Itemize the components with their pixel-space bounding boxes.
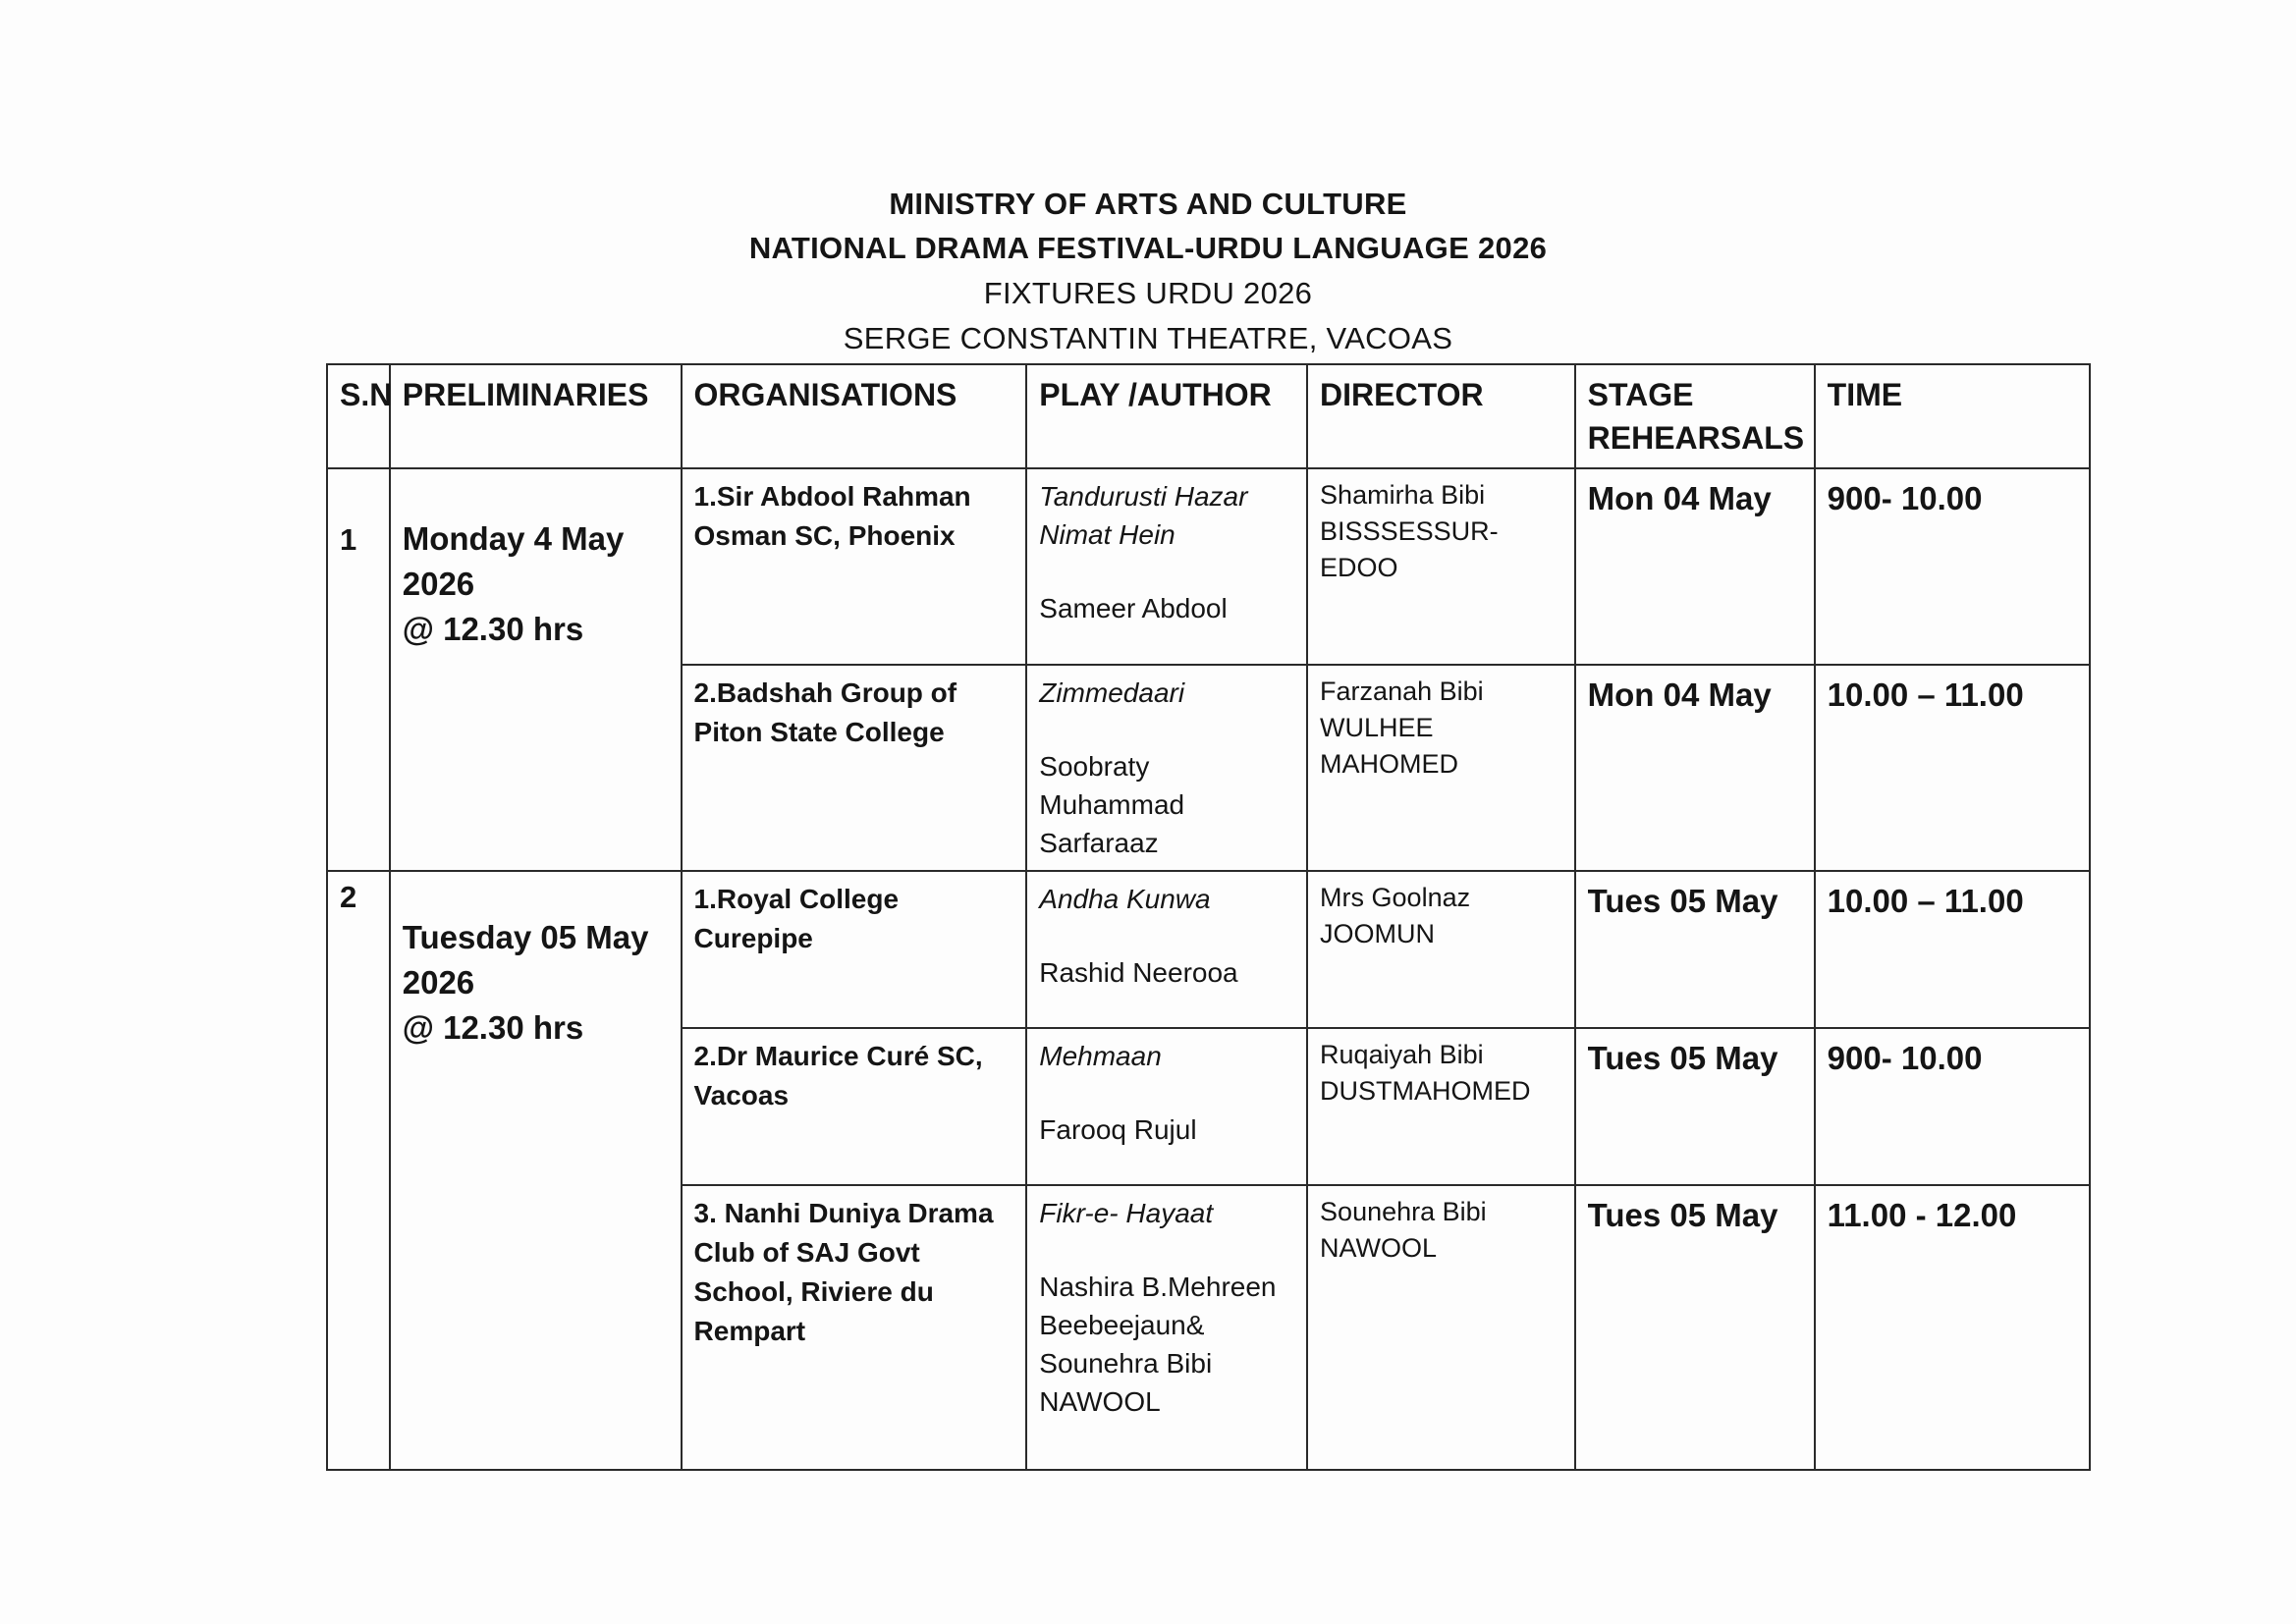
organisation: 1.Royal College Curepipe xyxy=(682,871,1027,1028)
preliminary-date: Monday 4 May 2026 @ 12.30 hrs xyxy=(390,468,682,871)
time-slot: 10.00 – 11.00 xyxy=(1815,665,2090,871)
header-preliminaries: PRELIMINARIES xyxy=(390,364,682,468)
director xyxy=(1307,665,1575,871)
play-author xyxy=(1026,468,1307,665)
stage-rehearsal: Tues 05 May xyxy=(1575,1028,1815,1185)
play-author xyxy=(1026,1185,1307,1470)
header-stage-rehearsals: STAGE REHEARSALS xyxy=(1575,364,1815,468)
director-name: Farzanah Bibi xyxy=(1320,677,1484,706)
time-slot: 900- 10.00 xyxy=(1815,1028,2090,1185)
organisation: 2.Badshah Group of Piton State College xyxy=(682,665,1027,871)
director-surname: NAWOOL xyxy=(1320,1233,1438,1263)
time-slot: 11.00 - 12.00 xyxy=(1815,1185,2090,1470)
play-author xyxy=(1026,1028,1307,1185)
play-title: Andha Kunwa xyxy=(1039,884,1211,914)
director-surname: BISSSESSUR-EDOO xyxy=(1320,516,1499,582)
table-row xyxy=(327,871,2090,1028)
play-author-name: Nashira B.Mehreen Beebeejaun& Sounehra Bibi NAWOOL xyxy=(1039,1272,1277,1417)
serial-number: 2 xyxy=(327,871,390,1470)
director-name: Mrs Goolnaz xyxy=(1320,883,1471,912)
director xyxy=(1307,468,1575,665)
director xyxy=(1307,1028,1575,1185)
director-surname: DUSTMAHOMED xyxy=(1320,1076,1531,1106)
time-slot: 900- 10.00 xyxy=(1815,468,2090,665)
festival-title: NATIONAL DRAMA FESTIVAL-URDU LANGUAGE 2026 xyxy=(748,231,1548,265)
time-slot: 10.00 – 11.00 xyxy=(1815,871,2090,1028)
stage-rehearsal: Mon 04 May xyxy=(1575,468,1815,665)
organisation: 3. Nanhi Duniya Drama Club of SAJ Govt School, Riviere du Rempart xyxy=(682,1185,1027,1470)
play-author-name: Sameer Abdool xyxy=(1039,593,1228,623)
play-title: Mehmaan xyxy=(1039,1041,1162,1071)
play-author xyxy=(1026,871,1307,1028)
director-name: Shamirha Bibi xyxy=(1320,480,1486,510)
venue-title: SERGE CONSTANTIN THEATRE, VACOAS xyxy=(843,321,1453,355)
organisation: 1.Sir Abdool Rahman Osman SC, Phoenix xyxy=(682,468,1027,665)
play-title: Zimmedaari xyxy=(1039,677,1185,708)
header-time: TIME xyxy=(1815,364,2090,468)
header-play-author: PLAY /AUTHOR xyxy=(1026,364,1307,468)
play-author xyxy=(1026,665,1307,871)
play-author-name: Farooq Rujul xyxy=(1039,1114,1197,1145)
serial-number: 1 xyxy=(327,468,390,871)
play-author-name: Rashid Neerooa xyxy=(1039,957,1238,988)
director xyxy=(1307,1185,1575,1470)
header-sn: S.N xyxy=(327,364,390,468)
play-title: Fikr-e- Hayaat xyxy=(1039,1198,1214,1228)
fixtures-title: FIXTURES URDU 2026 xyxy=(983,276,1313,310)
stage-rehearsal: Tues 05 May xyxy=(1575,1185,1815,1470)
organisation: 2.Dr Maurice Curé SC, Vacoas xyxy=(682,1028,1027,1185)
ministry-title: MINISTRY OF ARTS AND CULTURE xyxy=(889,187,1407,221)
preliminary-date: Tuesday 05 May 2026 @ 12.30 hrs xyxy=(390,871,682,1470)
director xyxy=(1307,871,1575,1028)
stage-rehearsal: Tues 05 May xyxy=(1575,871,1815,1028)
table-header-row xyxy=(327,364,2090,468)
director-name: Sounehra Bibi xyxy=(1320,1197,1487,1226)
table-row xyxy=(327,468,2090,665)
director-surname: WULHEE MAHOMED xyxy=(1320,713,1459,779)
play-title: Tandurusti Hazar Nimat Hein xyxy=(1039,481,1248,550)
stage-rehearsal: Mon 04 May xyxy=(1575,665,1815,871)
play-author-name: Soobraty Muhammad Sarfaraaz xyxy=(1039,751,1185,858)
director-name: Ruqaiyah Bibi xyxy=(1320,1040,1484,1069)
fixtures-table xyxy=(326,363,2091,1471)
header-director: DIRECTOR xyxy=(1307,364,1575,468)
header-organisations: ORGANISATIONS xyxy=(682,364,1027,468)
director-surname: JOOMUN xyxy=(1320,919,1436,948)
